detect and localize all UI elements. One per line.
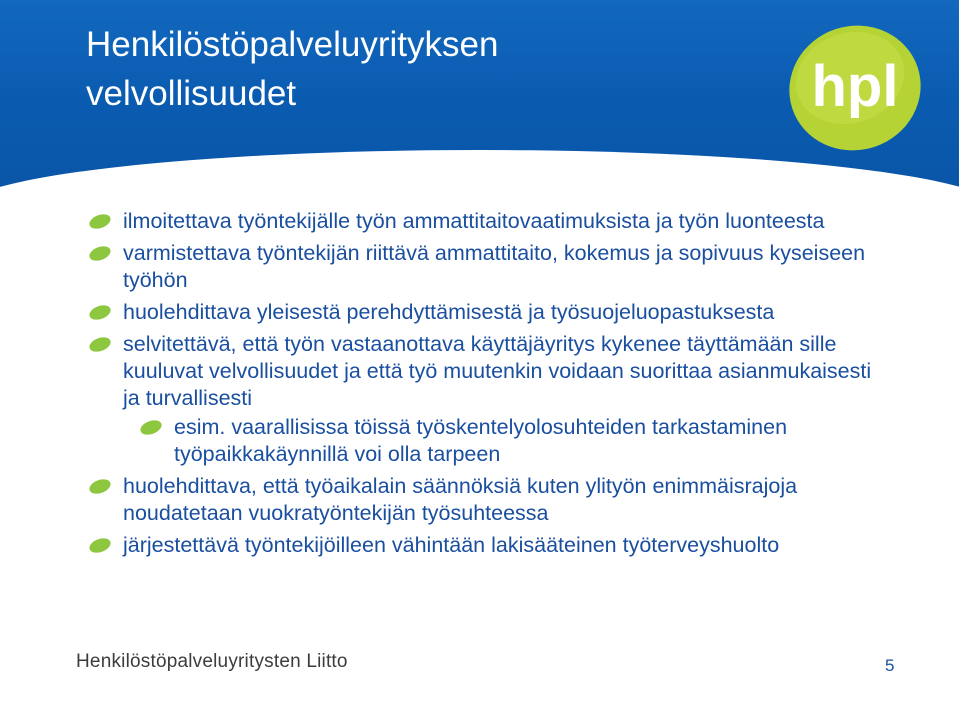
leaf-bullet-icon (88, 214, 112, 229)
leaf-bullet-icon (88, 246, 112, 261)
list-item (84, 208, 884, 235)
list-item-text: järjestettävä työntekijöilleen vähintään lakisääteinen työterveyshuolto (123, 533, 780, 557)
slide-title: Henkilöstöpalveluyrityksen velvollisuudet (86, 25, 499, 113)
list-item-text: varmistettava työntekijän riittävä ammattitaito, kokemus ja sopivuus kyseiseen työhön (123, 241, 866, 292)
page-number: 5 (885, 656, 895, 675)
list-item-text: esim. vaarallisissa töissä työskentelyolosuhteiden tarkastaminen työpaikkakäynnillä voi olla tarpeen (174, 415, 788, 466)
list-item-text: huolehdittava, että työaikalain säännöksiä kuten ylityön enimmäisrajoja noudatetaan vuokratyöntekijän työsuhteessa (123, 474, 798, 525)
bullet-list (84, 208, 884, 564)
leaf-bullet-icon (88, 337, 112, 352)
leaf-bullet-icon (88, 479, 112, 494)
list-item-text: selvitettävä, että työn vastaanottava käyttäjäyritys kykenee täyttämään sille kuuluvat velvollisuudet ja että työ muutenkin voidaan suorittaa asianmukaisesti ja turvallisesti (123, 332, 872, 410)
slide-header (0, 0, 959, 190)
svg-text:hpl: hpl (811, 54, 899, 119)
list-item (84, 473, 884, 527)
sub-list-item (84, 414, 884, 468)
list-item-text: huolehdittava yleisestä perehdyttämisestä ja työsuojeluopastuksesta (123, 300, 775, 324)
leaf-bullet-icon (88, 538, 112, 553)
list-item (84, 299, 884, 326)
leaf-bullet-icon (139, 420, 163, 435)
list-item (84, 240, 884, 294)
list-item (84, 331, 884, 412)
leaf-bullet-icon (88, 305, 112, 320)
header-swoosh (0, 150, 959, 190)
hpl-logo (780, 16, 930, 156)
list-item (84, 532, 884, 559)
footer-organization-name: Henkilöstöpalveluyritysten Liitto (76, 651, 348, 672)
list-item-text: ilmoitettava työntekijälle työn ammattitaitovaatimuksista ja työn luonteesta (123, 209, 825, 233)
